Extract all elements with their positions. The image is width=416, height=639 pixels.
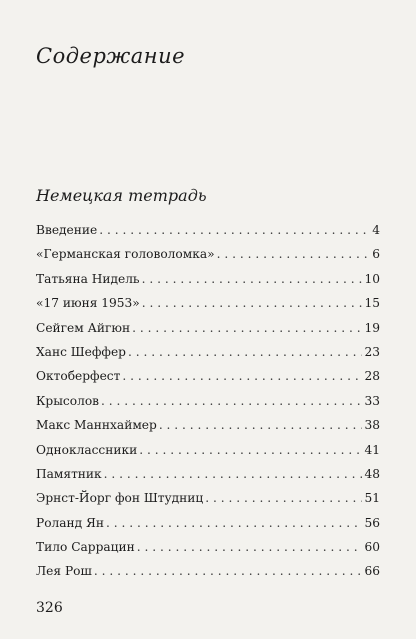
toc-entry-title: «Германская головоломка» <box>36 247 215 262</box>
toc-entry-title: Эрнст-Йорг фон Штудниц <box>36 491 204 506</box>
toc-entry-page: 28 <box>364 369 380 384</box>
toc-entry-page: 41 <box>364 442 380 457</box>
toc-entry-title: Памятник <box>36 466 102 481</box>
toc-entry-title: Крысолов <box>36 393 100 408</box>
dot-leader <box>142 272 363 286</box>
page-number: 326 <box>36 600 63 616</box>
toc-entry-title: Макс Маннхаймер <box>36 418 157 433</box>
dot-leader <box>217 247 368 261</box>
dot-leader <box>99 223 368 237</box>
dot-leader <box>139 443 362 457</box>
toc-entry-page: 48 <box>364 466 380 481</box>
toc-entry-page: 66 <box>364 564 380 579</box>
toc-entry-title: Одноклассники <box>36 442 138 457</box>
toc-entry-page: 10 <box>364 271 380 286</box>
dot-leader <box>122 369 362 383</box>
toc-entry <box>36 491 380 515</box>
toc-entry-title: Роланд Ян <box>36 515 105 530</box>
toc-entry <box>36 321 380 345</box>
dot-leader <box>101 394 362 408</box>
table-of-contents <box>36 223 380 589</box>
page-title: Содержание <box>36 44 186 68</box>
toc-entry-page: 19 <box>364 320 380 335</box>
toc-entry-page: 6 <box>372 247 380 262</box>
toc-entry-title: Тило Саррацин <box>36 540 135 555</box>
toc-entry-title: Ханс Шеффер <box>36 344 126 359</box>
toc-entry <box>36 394 380 418</box>
toc-entry-page: 38 <box>364 418 380 433</box>
toc-entry <box>36 272 380 296</box>
toc-entry-title: «17 июня 1953» <box>36 296 140 311</box>
toc-entry <box>36 443 380 467</box>
toc-entry <box>36 516 380 540</box>
dot-leader <box>132 321 362 335</box>
dot-leader <box>137 540 363 554</box>
toc-entry <box>36 345 380 369</box>
toc-entry-page: 15 <box>364 296 380 311</box>
toc-entry-title: Татьяна Нидель <box>36 271 140 286</box>
dot-leader <box>128 345 363 359</box>
dot-leader <box>205 491 362 505</box>
toc-entry-title: Введение <box>36 223 98 237</box>
toc-entry-title: Лея Рош <box>36 564 92 579</box>
dot-leader <box>104 467 363 481</box>
dot-leader <box>106 516 362 530</box>
dot-leader <box>94 564 363 578</box>
toc-entry <box>36 247 380 271</box>
toc-entry-page: 33 <box>364 393 380 408</box>
toc-entry-page: 51 <box>364 491 380 506</box>
toc-entry-title: Октоберфест <box>36 369 121 384</box>
section-title: Немецкая тетрадь <box>36 186 207 205</box>
toc-entry <box>36 223 380 247</box>
toc-entry-page: 56 <box>364 515 380 530</box>
dot-leader <box>142 296 363 310</box>
toc-entry <box>36 467 380 491</box>
toc-entry-title: Сейгем Айгюн <box>36 320 131 335</box>
toc-entry-page: 4 <box>372 223 380 237</box>
toc-entry <box>36 418 380 442</box>
toc-entry <box>36 369 380 393</box>
toc-entry <box>36 296 380 320</box>
toc-entry <box>36 564 380 588</box>
dot-leader <box>159 418 363 432</box>
toc-entry-page: 60 <box>364 540 380 555</box>
toc-entry-page: 23 <box>364 344 380 359</box>
toc-entry <box>36 540 380 564</box>
